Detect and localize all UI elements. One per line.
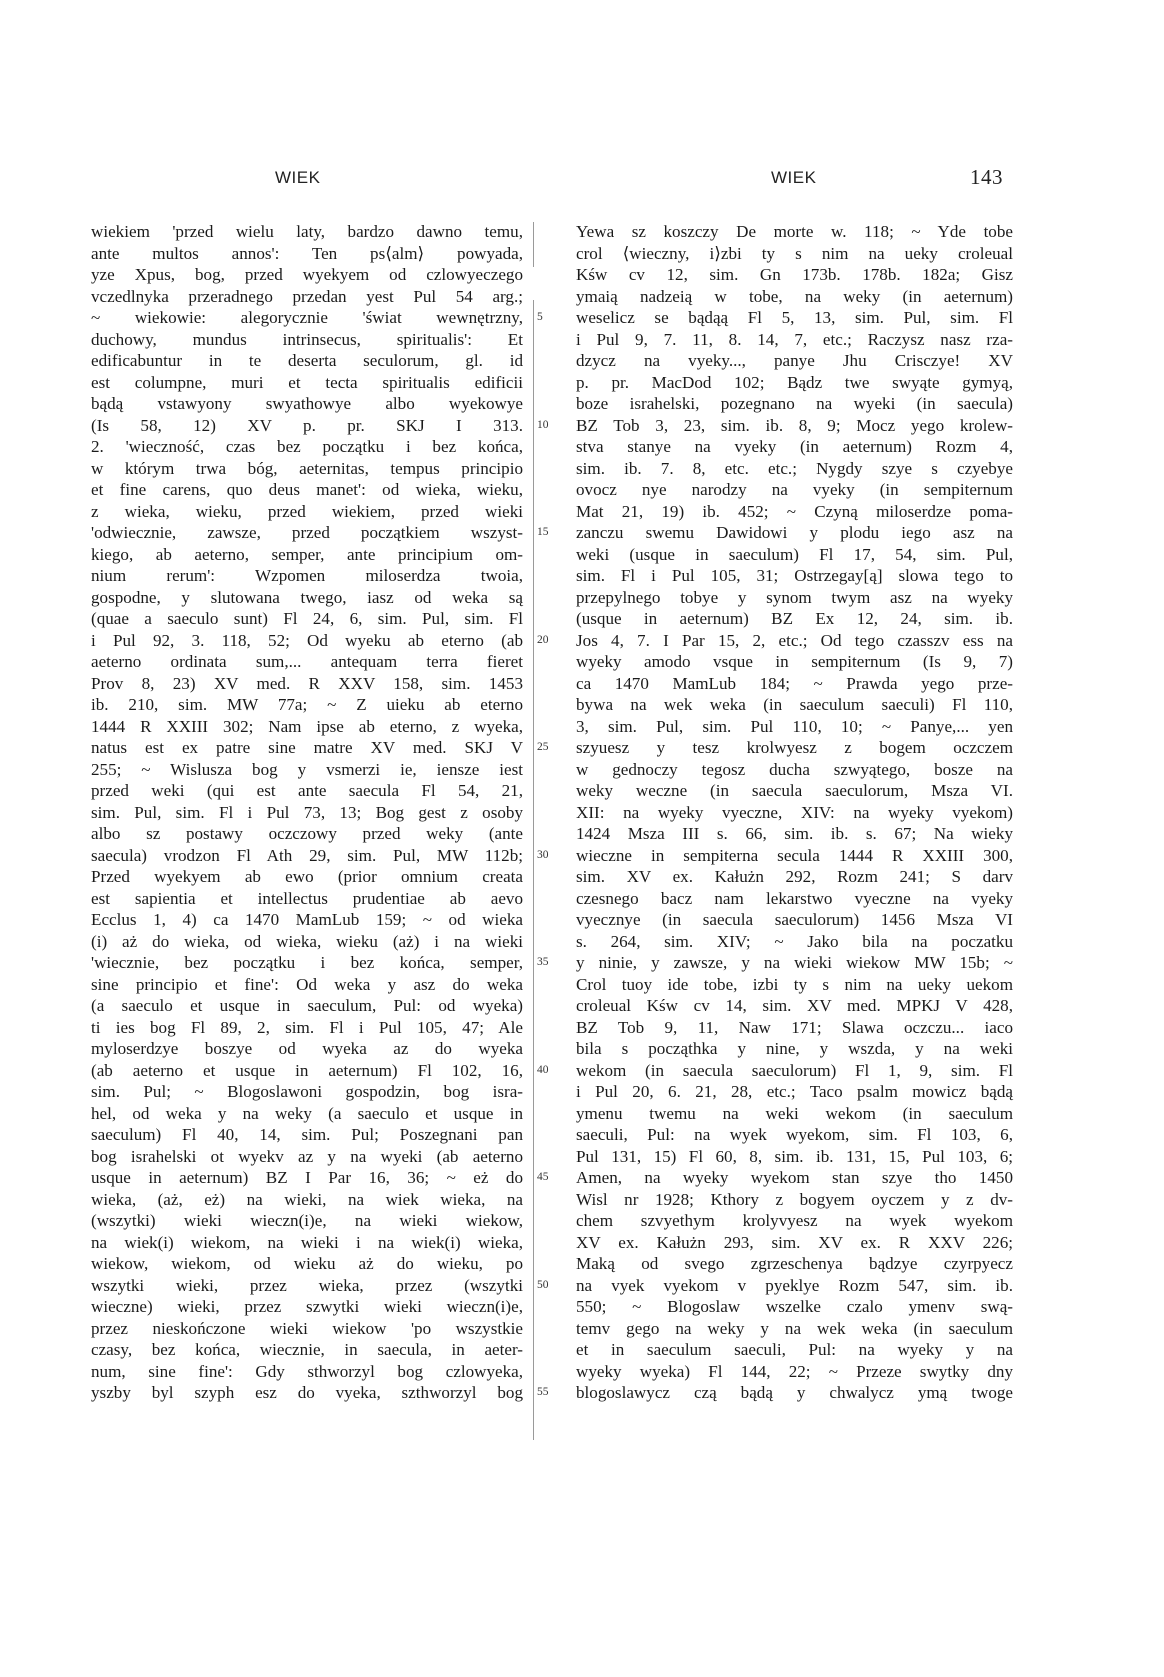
text-line: w gednoczy tegosz ducha szwyątego, bosze na [576,759,1013,779]
text-line: (i) aż do wieka, od wieka, wieku (aż) i na wieki [91,931,523,951]
line-number: 40 [537,1063,549,1076]
text-line: szyuesz y tesz krolwyesz z bogem oczczem [576,738,1013,757]
text-line: przepylnego tobye y synom twym asz na wyeky [576,587,1013,607]
text-line: Prov 8, 23) XV med. R XXV 158, sim. 1453 [91,673,523,693]
text-line: Pul 131, 15) Fl 60, 8, sim. ib. 131, 15, Pul 103, 6; [576,1146,1013,1166]
text-line: z wieka, wieku, przed wiekiem, przed wieki [91,501,523,521]
text-line: dzycz na vyeky..., panye Jhu Crisczye! XV [576,351,1013,370]
text-line: Przed wyekyem ab ewo (prior omnium creata [91,867,523,886]
text-line: kiego, ab aeterno, semper, ante principium om- [91,544,523,564]
text-line: (ab aeterno et usque in aeternum) Fl 102, 16, [91,1060,523,1080]
text-line: w którym trwa bóg, aeternitas, tempus principio [91,458,523,478]
text-line: wyeky wyeka) Fl 144, 22; ~ Przeze swytky dny [576,1361,1013,1381]
text-line: 550; ~ Blogoslaw wszelke czalo ymenv swą- [576,1297,1013,1316]
text-line: 'odwiecznie, zawsze, przed początkiem wszyst- [91,523,523,542]
line-number: 20 [537,633,549,646]
line-number: 55 [537,1386,549,1398]
text-line: p. pr. MacDod 102; Bądz twe swyąte gymyą, [576,372,1013,392]
text-line: wiekiem 'przed wielu laty, bardzo dawno temu, [91,222,523,241]
text-line: edificabuntur in te deserta seculorum, gl. id [91,351,523,370]
text-line: 2. 'wieczność, czas bez początku i bez końca, [91,437,523,456]
line-number: 10 [537,418,549,431]
text-line: wekom (in saecula saeculorum) Fl 1, 9, sim. Fl [576,1060,1013,1080]
text-line: albo sz postawy oczczowy przed weky (ante [91,824,523,843]
text-line: przed weki (qui est ante saecula Fl 54, 21, [91,781,523,800]
line-number: 5 [537,311,543,323]
text-line: yze Xpus, bog, przed wyekyem od czlowyeczego [91,265,523,284]
text-line: blogoslawycz czą bądą y chwalycz ymą twoge [576,1383,1013,1402]
text-line: ymenu twemu na weki wekom (in saeculum [576,1103,1013,1123]
text-line: 1424 Msza III s. 66, sim. ib. s. 67; Na wieky [576,824,1013,843]
text-line: sim. Pul; ~ Blogoslawoni gospodzin, bog isra- [91,1082,523,1101]
text-line: usque in aeternum) BZ I Par 16, 36; ~ eż do [91,1168,523,1187]
text-line: Yewa sz koszczy De morte w. 118; ~ Yde tobe [576,222,1013,241]
text-line: est sapientia et intellectus prudentiae ab aevo [91,888,523,908]
text-line: sim. Pul, sim. Fl i Pul 73, 13; Bog gest z osoby [91,802,523,822]
text-line: yszby byl szyph esz do vyeka, szthworzyl bog [91,1383,523,1402]
text-line: temv gego na weky y na wek weka (in saeculum [576,1318,1013,1338]
text-line: wieczne in sempiterna secula 1444 R XXIII 300, [576,845,1013,865]
text-line: weky weczne (in saecula saeculorum, Msza VI. [576,781,1013,800]
text-line: hel, od weka y na weky (a saeculo et usque in [91,1103,523,1123]
text-line: nium rerum': Wzpomen miloserdza twoia, [91,566,523,585]
text-line: weselicz se bądąą Fl 5, 13, sim. Pul, sim. Fl [576,308,1013,327]
text-line: saeculum) Fl 40, 14, sim. Pul; Poszegnani pan [91,1125,523,1144]
text-line: bog israhelski ot wyekv az y na wyeki (ab aeterno [91,1146,523,1166]
text-line: sim. Fl i Pul 105, 31; Ostrzegay[ą] slowa tego to [576,566,1013,585]
text-line: czesnego bacz nam lekarstwo vyeczne na vyeky [576,888,1013,908]
text-line: na wiek(i) wiekom, na wieki i na wiek(i) wieka, [91,1232,523,1252]
text-line: wieka, (aż, eż) na wieki, na wiek wieka, na [91,1189,523,1209]
text-line: BZ Tob 3, 23, sim. ib. 8, 9; Mocz yego krolew- [576,415,1013,435]
text-line: Ecclus 1, 4) ca 1470 MamLub 159; ~ od wieka [91,910,523,929]
text-line: i Pul 92, 3. 118, 52; Od wyeku ab eterno (ab [91,630,523,650]
column-divider-lower [533,300,534,1440]
right-text-column [576,221,1013,1404]
text-line: sim. ib. 7. 8, etc. etc.; Nygdy szye s czyebye [576,458,1013,478]
text-line: chem szvyethym krolyvyesz na wyek wyekom [576,1211,1013,1230]
text-line: aeterno ordinata sum,... antequam terra fieret [91,652,523,671]
text-line: czasy, bez końca, wiecznie, in saecula, in aeter- [91,1340,523,1359]
text-line: sine principio et fine': Od weka y asz do weka [91,974,523,994]
line-number: 15 [537,526,549,538]
text-line: ovocz nye narodzy na vyeky (in sempiternum [576,480,1013,499]
text-line: myloserdzye boszye od wyeka az do wyeka [91,1039,523,1058]
text-line: 3, sim. Pul, sim. Pul 110, 10; ~ Panye,... yen [576,716,1013,736]
text-line: wyeky amodo vsque in sempiternum (Is 9, 7) [576,652,1013,671]
text-line: ca 1470 MamLub 184; ~ Prawda yego prze- [576,673,1013,693]
text-line: et in saeculum saeculi, Pul: na wyeky y na [576,1340,1013,1359]
text-line: et fine carens, quo deus manet': od wieka, wieku, [91,480,523,499]
text-line: przez nieskończone wieki wiekow 'po wszystkie [91,1318,523,1338]
text-line: (usque in aeternum) BZ Ex 12, 24, sim. ib. [576,609,1013,628]
text-line: 255; ~ Wislusza bog y vsmerzi ie, iensze iest [91,759,523,779]
text-line: Kśw cv 12, sim. Gn 173b. 178b. 182a; Gisz [576,265,1013,284]
text-line: XII: na wyeky vyeczne, XIV: na wyeky vyekom) [576,802,1013,822]
line-number: 35 [537,956,549,968]
text-line: bila s począthka y nine, y wszda, y na weki [576,1039,1013,1058]
text-line: bądą vstawyony swyathowye albo wyekowye [91,394,523,413]
text-line: 'wiecznie, bez początku i bez końca, semper, [91,953,523,972]
text-line: stva stanye na vyeky (in aeternum) Rozm 4, [576,437,1013,456]
text-line: (quae a saeculo sunt) Fl 24, 6, sim. Pul, sim. Fl [91,609,523,628]
text-line: wieczne) wieki, przez szwytki wieki wieczn(i)e, [91,1297,523,1316]
text-line: Maką od svego zgrzeschenya bądzye czyrpyecz [576,1254,1013,1273]
text-line: Mat 21, 19) ib. 452; ~ Czyną miloserdze poma- [576,501,1013,521]
text-line: ante multos annos': Ten ps⟨alm⟩ powyada, [91,243,523,263]
text-line: wiekow, wiekom, od wieku aż do wieku, po [91,1254,523,1273]
text-line: boze israhelski, pozegnano na wyeki (in saecula) [576,394,1013,413]
text-line: ymaią nadzeią w tobe, na weky (in aeternum) [576,286,1013,306]
text-line: saecula) vrodzon Fl Ath 29, sim. Pul, MW 112b; [91,845,523,865]
text-line: vczedlnyka przeradnego przedan yest Pul 54 arg.; [91,286,523,306]
column-divider-upper [533,222,534,267]
text-line: vyecznye (in saecula saeculorum) 1456 Msza VI [576,910,1013,929]
text-line: zanczu swemu Dawidowi y plodu iego asz na [576,523,1013,542]
line-number: 30 [537,848,549,861]
text-line: ~ wiekowie: alegorycznie 'świat wewnętrzny, [91,308,523,327]
running-head-left: WIEK [275,168,321,187]
line-number: 25 [537,741,549,753]
text-line: (Is 58, 12) XV p. pr. SKJ I 313. [91,415,523,435]
text-line: Amen, na wyeky wyekom stan szye tho 1450 [576,1168,1013,1187]
text-line: Wisl nr 1928; Kthory z bogyem oyczem y z dv- [576,1189,1013,1209]
line-number: 50 [537,1278,549,1291]
text-line: s. 264, sim. XIV; ~ Jako bila na poczatku [576,931,1013,951]
text-line: duchowy, mundus intrinsecus, spiritualis': Et [91,329,523,349]
text-line: na vyek vyekom v pyeklye Rozm 547, sim. ib. [576,1275,1013,1295]
text-line: (wszytki) wieki wieczn(i)e, na wieki wiekow, [91,1211,523,1230]
text-line: i Pul 20, 6. 21, 28, etc.; Taco psalm mowicz bądą [576,1082,1013,1101]
text-line: natus est ex patre sine matre XV med. SKJ V [91,738,523,757]
text-line: gospodne, y slutowana twego, iasz od weka są [91,587,523,607]
line-number: 45 [537,1171,549,1183]
text-line: sim. XV ex. Kałużn 292, Rozm 241; S darv [576,867,1013,886]
text-line: Jos 4, 7. I Par 15, 2, etc.; Od tego czasszv ess na [576,630,1013,650]
text-line: est columpne, muri et tecta spiritualis edificii [91,372,523,392]
text-line: saeculi, Pul: na wyek wyekom, sim. Fl 103, 6, [576,1125,1013,1144]
text-line: 1444 R XXIII 302; Nam ipse ab eterno, z wyeka, [91,716,523,736]
text-line: Crol tuoy ide tobe, izbi ty s nim na ueky uekom [576,974,1013,994]
text-line: y ninie, y zawsze, y na wieki wiekow MW 15b; ~ [576,953,1013,972]
text-line: (a saeculo et usque in saeculum, Pul: od wyeka) [91,996,523,1015]
page-number: 143 [970,165,1003,189]
text-line: croleual Kśw cv 14, sim. XV med. MPKJ V 428, [576,996,1013,1015]
text-line: wszytki wieki, przez wieka, przez (wszytki [91,1275,523,1295]
text-line: weki (usque in saeculum) Fl 17, 54, sim. Pul, [576,544,1013,564]
text-line: ti ies bog Fl 89, 2, sim. Fl i Pul 105, 47; Ale [91,1017,523,1037]
text-line: crol ⟨wieczny, i⟩zbi ty s nim na ueky croleual [576,243,1013,263]
left-text-column [91,221,523,1404]
text-line: num, sine fine': Gdy sthworzyl bog czlowyeka, [91,1361,523,1381]
text-line: bywa na wek weka (in saeculum saeculi) Fl 110, [576,695,1013,714]
text-line: XV ex. Kałużn 293, sim. XV ex. R XXV 226; [576,1232,1013,1252]
running-head-right: WIEK [771,168,817,187]
text-line: i Pul 9, 7. 11, 8. 14, 7, etc.; Raczysz nasz rza- [576,329,1013,349]
text-line: BZ Tob 9, 11, Naw 171; Slawa oczczu... iaco [576,1017,1013,1037]
text-line: ib. 210, sim. MW 77a; ~ Z uieku ab eterno [91,695,523,714]
